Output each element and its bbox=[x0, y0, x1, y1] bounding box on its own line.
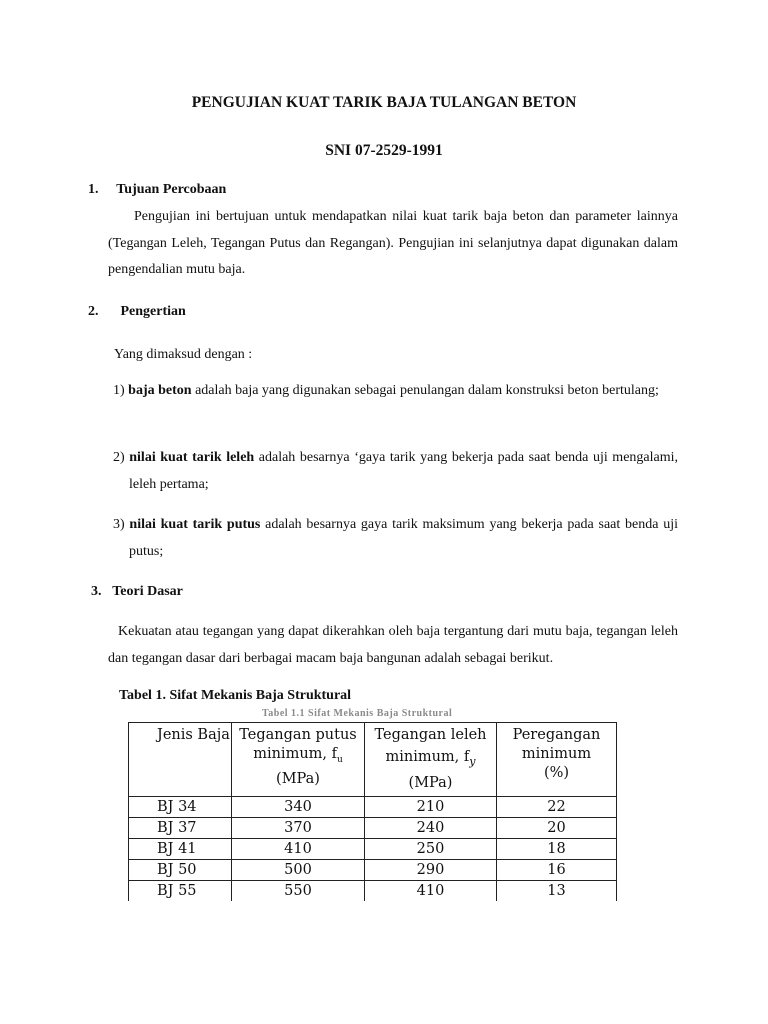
section-title: Tujuan Percobaan bbox=[116, 182, 227, 197]
cell-fy: 290 bbox=[365, 860, 497, 881]
table-header-row bbox=[129, 723, 617, 797]
cell-peregangan: 20 bbox=[497, 818, 617, 839]
item-text: adalah besarnya ‘gaya tarik yang bekerja pada saat benda uji mengalami, leleh pertama; bbox=[129, 450, 679, 492]
paragraph-text: Pengujian ini bertujuan untuk mendapatkan nilai kuat tarik baja beton dan parameter lainnya (Tegangan Leleh, Tegangan Putus dan Regangan). Pengujian ini selanjutnya dapat digunakan dalam pengendalian mutu baja. bbox=[108, 209, 678, 277]
table-row bbox=[129, 797, 617, 818]
cell-fu: 550 bbox=[232, 881, 365, 902]
definition-item-2 bbox=[113, 445, 678, 498]
header-peregangan: Peregangan minimum (%) bbox=[497, 723, 617, 797]
cell-fy: 240 bbox=[365, 818, 497, 839]
cell-jenis: BJ 37 bbox=[129, 818, 232, 839]
item-number: 3) bbox=[113, 517, 125, 532]
definition-item-3 bbox=[113, 512, 678, 565]
section-heading-3 bbox=[91, 584, 183, 600]
table-caption: Tabel 1. Sifat Mekanis Baja Struktural bbox=[119, 688, 352, 703]
section-number: 3. bbox=[91, 584, 102, 599]
cell-peregangan: 22 bbox=[497, 797, 617, 818]
section-title: Pengertian bbox=[120, 304, 186, 319]
header-tegangan-leleh: Tegangan leleh minimum, $f_y$ (MPa) bbox=[365, 723, 497, 797]
section-3-paragraph bbox=[108, 619, 678, 672]
section-1-paragraph bbox=[108, 204, 678, 284]
cell-jenis: BJ 55 bbox=[129, 881, 232, 902]
section-heading-2 bbox=[88, 304, 186, 320]
section-2-intro: Yang dimaksud dengan : bbox=[114, 347, 253, 362]
item-number: 2) bbox=[113, 450, 125, 465]
table-row bbox=[129, 860, 617, 881]
item-term: nilai kuat tarik putus bbox=[129, 517, 261, 532]
section-number: 1. bbox=[88, 182, 99, 197]
definition-item-1 bbox=[113, 378, 678, 405]
item-number: 1) bbox=[113, 383, 125, 398]
item-text: adalah baja yang digunakan sebagai penulangan dalam konstruksi beton bertulang; bbox=[191, 383, 659, 398]
table-row bbox=[129, 839, 617, 860]
cell-fu: 500 bbox=[232, 860, 365, 881]
cell-fy: 210 bbox=[365, 797, 497, 818]
section-number: 2. bbox=[88, 304, 99, 319]
cell-peregangan: 13 bbox=[497, 881, 617, 902]
cell-fu: 370 bbox=[232, 818, 365, 839]
section-heading-1 bbox=[88, 182, 226, 198]
cell-peregangan: 18 bbox=[497, 839, 617, 860]
document-title: PENGUJIAN KUAT TARIK BAJA TULANGAN BETON bbox=[191, 94, 577, 111]
section-title: Teori Dasar bbox=[112, 584, 183, 599]
cell-fu: 340 bbox=[232, 797, 365, 818]
cell-fy: 250 bbox=[365, 839, 497, 860]
item-term: nilai kuat tarik leleh bbox=[129, 450, 255, 465]
header-tegangan-putus: Tegangan putus minimum, $f_u$ (MPa) bbox=[232, 723, 365, 797]
document-subtitle: SNI 07-2529-1991 bbox=[325, 142, 443, 159]
table-caption-faded: Tabel 1.1 Sifat Mekanis Baja Struktural bbox=[262, 708, 453, 719]
steel-properties-table bbox=[128, 722, 617, 901]
cell-jenis: BJ 34 bbox=[129, 797, 232, 818]
table-row bbox=[129, 881, 617, 902]
cell-peregangan: 16 bbox=[497, 860, 617, 881]
cell-jenis: BJ 50 bbox=[129, 860, 232, 881]
item-term: baja beton bbox=[128, 383, 192, 398]
paragraph-text: Kekuatan atau tegangan yang dapat dikerahkan oleh baja tergantung dari mutu baja, tegangan leleh dan tegangan dasar dari berbagai macam baja bangunan adalah sebagai berikut. bbox=[108, 624, 678, 666]
cell-fy: 410 bbox=[365, 881, 497, 902]
cell-fu: 410 bbox=[232, 839, 365, 860]
item-text: adalah besarnya gaya tarik maksimum yang bekerja pada saat benda uji putus; bbox=[129, 517, 678, 559]
header-jenis-baja: Jenis Baja bbox=[129, 723, 232, 797]
cell-jenis: BJ 41 bbox=[129, 839, 232, 860]
table-row bbox=[129, 818, 617, 839]
